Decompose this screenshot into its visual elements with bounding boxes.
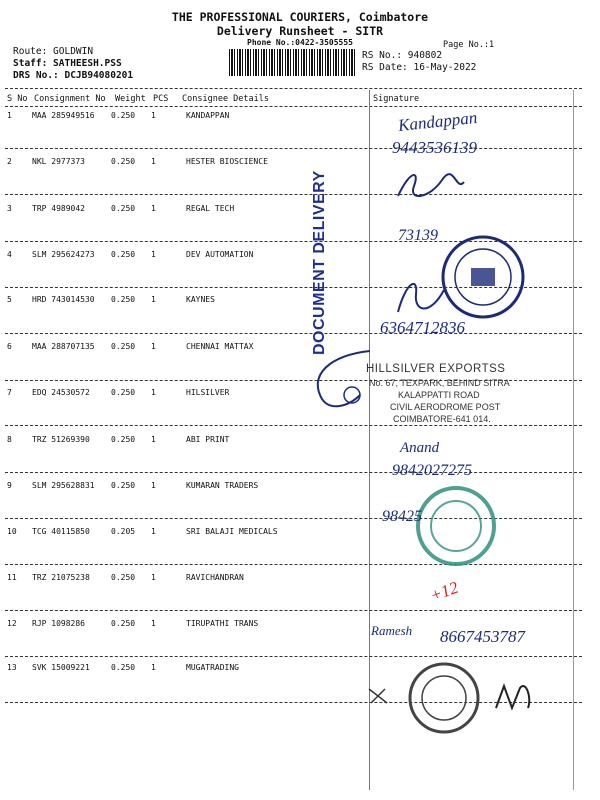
row-sno: 6 xyxy=(7,342,12,351)
row-consignee: HESTER BIOSCIENCE xyxy=(186,157,268,166)
row-consignment: EDQ 24530572 xyxy=(32,388,90,397)
hilsilver-stamp-line4: COIMBATORE-641 014. xyxy=(393,414,491,424)
round-seal-stamp-2 xyxy=(412,484,500,568)
table-row xyxy=(0,481,600,527)
phone-number: Phone No.:0422-3505555 xyxy=(247,38,353,47)
handwritten-signature-13 xyxy=(490,678,540,718)
hand-drawn-arrow xyxy=(300,345,380,415)
col-signature: Signature xyxy=(373,94,420,104)
drs-number: DRS No.: DCJB94080201 xyxy=(13,70,134,81)
row-pcs: 1 xyxy=(151,250,156,259)
hilsilver-stamp-line2: KALAPPATTI ROAD xyxy=(398,390,480,400)
row-consignee: KANDAPPAN xyxy=(186,111,230,120)
row-sno: 10 xyxy=(7,527,17,536)
row-consignment: SLM 295628831 xyxy=(32,481,95,490)
handwritten-signature-1: Kandappan xyxy=(397,107,479,136)
round-seal-stamp-3 xyxy=(400,660,490,738)
row-consignee: KUMARAN TRADERS xyxy=(186,481,259,490)
row-consignee: CHENNAI MATTAX xyxy=(186,342,254,351)
row-weight: 0.250 xyxy=(111,204,136,213)
row-divider xyxy=(5,656,582,657)
row-consignee: ABI PRINT xyxy=(186,435,230,444)
row-pcs: 1 xyxy=(151,342,156,351)
row-divider xyxy=(5,472,582,473)
handwritten-phone-1: 9443536139 xyxy=(392,138,477,157)
row-divider xyxy=(5,194,582,195)
rs-number: RS No.: 940802 xyxy=(362,50,443,61)
row-pcs: 1 xyxy=(151,527,156,536)
row-divider xyxy=(5,333,582,334)
handwritten-phone-10: 98425 xyxy=(382,508,422,525)
company-name: THE PROFESSIONAL COURIERS, Coimbatore xyxy=(171,10,429,24)
row-consignee: DEV AUTOMATION xyxy=(186,250,254,259)
staff: Staff: SATHEESH.PSS xyxy=(13,58,122,69)
row-consignment: TRZ 21075238 xyxy=(32,573,90,582)
row-consignment: MAA 288707135 xyxy=(32,342,95,351)
row-weight: 0.250 xyxy=(111,435,136,444)
table-row xyxy=(0,435,600,481)
col-consignee: Consignee Details xyxy=(182,94,269,104)
row-divider xyxy=(5,610,582,611)
route: Route: GOLDWIN xyxy=(13,46,94,57)
row-weight: 0.250 xyxy=(111,157,136,166)
row-weight: 0.250 xyxy=(111,481,136,490)
row-weight: 0.250 xyxy=(111,342,136,351)
handwritten-number-4: 73139 xyxy=(398,227,438,244)
col-consignment: Consignment No xyxy=(34,94,106,104)
row-consignee: REGAL TECH xyxy=(186,204,235,213)
row-weight: 0.250 xyxy=(111,619,136,628)
row-pcs: 1 xyxy=(151,663,156,672)
hilsilver-stamp-name: HILLSILVER EXPORTSS xyxy=(366,363,506,375)
row-sno: 5 xyxy=(7,295,12,304)
row-consignment: RJP 1098286 xyxy=(32,619,85,628)
row-pcs: 1 xyxy=(151,481,156,490)
handwritten-phone-6: 6364712836 xyxy=(380,318,465,337)
col-pcs: PCS xyxy=(153,94,169,104)
row-weight: 0.205 xyxy=(111,527,136,536)
row-consignment: TRP 4989042 xyxy=(32,204,85,213)
row-consignee: SRI BALAJI MEDICALS xyxy=(186,527,278,536)
row-consignment: SVK 15009221 xyxy=(32,663,90,672)
header-bottom-rule xyxy=(5,106,582,107)
row-sno: 4 xyxy=(7,250,12,259)
row-sno: 13 xyxy=(7,663,17,672)
hilsilver-stamp-line1: No. 67, TEXPARK, BEHIND SITRA xyxy=(369,378,510,388)
handwritten-name-8: Anand xyxy=(400,440,440,456)
row-weight: 0.250 xyxy=(111,111,136,120)
handwritten-cross-mark xyxy=(365,685,395,707)
page-number: Page No.:1 xyxy=(443,40,495,50)
row-weight: 0.250 xyxy=(111,250,136,259)
row-divider xyxy=(5,148,582,149)
handwritten-note-11: +12 xyxy=(427,577,461,606)
rs-date: RS Date: 16-May-2022 xyxy=(362,62,477,73)
row-sno: 9 xyxy=(7,481,12,490)
row-weight: 0.250 xyxy=(111,573,136,582)
row-sno: 8 xyxy=(7,435,12,444)
barcode xyxy=(229,49,357,76)
handwritten-phone-12: 8667453787 xyxy=(440,627,525,646)
row-pcs: 1 xyxy=(151,204,156,213)
row-consignee: HILSILVER xyxy=(186,388,230,397)
table-top-rule xyxy=(5,88,582,89)
row-consignee: MUGATRADING xyxy=(186,663,239,672)
row-consignment: HRD 743014530 xyxy=(32,295,95,304)
row-pcs: 1 xyxy=(151,388,156,397)
row-sno: 12 xyxy=(7,619,17,628)
table-row xyxy=(0,157,600,203)
row-pcs: 1 xyxy=(151,619,156,628)
row-sno: 2 xyxy=(7,157,12,166)
row-consignment: SLM 295624273 xyxy=(32,250,95,259)
sheet-title: Delivery Runsheet - SITR xyxy=(216,24,384,38)
table-row xyxy=(0,527,600,573)
row-sno: 11 xyxy=(7,573,17,582)
row-consignee: KAYNES xyxy=(186,295,215,304)
row-sno: 3 xyxy=(7,204,12,213)
row-consignment: TRZ 51269390 xyxy=(32,435,90,444)
row-consignee: RAVICHANDRAN xyxy=(186,573,244,582)
row-weight: 0.250 xyxy=(111,663,136,672)
handwritten-signature-3 xyxy=(390,168,470,206)
row-sno: 1 xyxy=(7,111,12,120)
handwritten-scribble-5 xyxy=(388,272,458,322)
row-divider xyxy=(5,425,582,426)
row-pcs: 1 xyxy=(151,157,156,166)
table-row xyxy=(0,111,600,157)
handwritten-name-12: Ramesh xyxy=(371,623,413,638)
row-pcs: 1 xyxy=(151,295,156,304)
hilsilver-stamp-line3: CIVIL AERODROME POST xyxy=(390,402,501,412)
row-sno: 7 xyxy=(7,388,12,397)
row-consignment: NKL 2977373 xyxy=(32,157,85,166)
row-pcs: 1 xyxy=(151,435,156,444)
row-consignee: TIRUPATHI TRANS xyxy=(186,619,259,628)
row-weight: 0.250 xyxy=(111,388,136,397)
document-delivery-stamp: DOCUMENT DELIVERY xyxy=(311,170,328,355)
row-consignment: MAA 285949516 xyxy=(32,111,95,120)
col-sno: S No xyxy=(7,94,28,104)
row-pcs: 1 xyxy=(151,573,156,582)
row-pcs: 1 xyxy=(151,111,156,120)
table-row xyxy=(0,573,600,619)
col-weight: Weight xyxy=(115,94,146,104)
handwritten-phone-9: 9842027275 xyxy=(392,462,472,479)
row-weight: 0.250 xyxy=(111,295,136,304)
row-consignment: TCG 40115850 xyxy=(32,527,90,536)
